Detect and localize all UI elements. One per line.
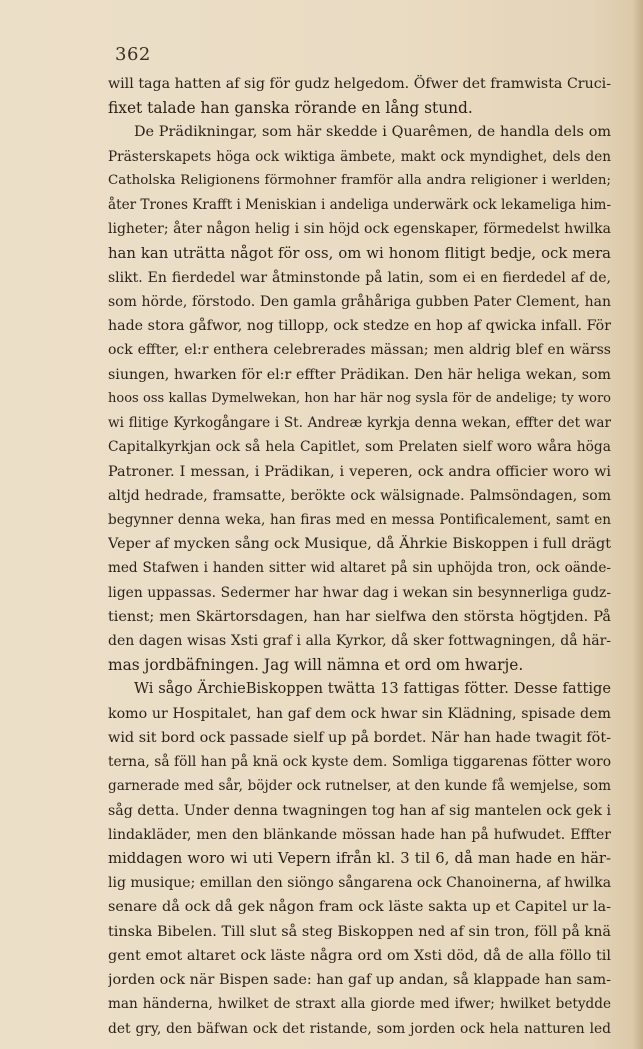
text-line: De Prädikningar, som här skedde i Quarêmen, de handla dels om xyxy=(134,124,611,141)
text-line: wi flitige Kyrkogångare i St. Andreæ kyrkja denna wekan, effter det war xyxy=(108,415,611,432)
text-line: åter Trones Krafft i Meniskian i andeliga underwärk ock lekameliga him- xyxy=(108,197,611,214)
text-line: terna, så föll han på knä ock kyste dem. Somliga tiggarenas fötter woro xyxy=(108,754,611,771)
text-line: tienst; men Skärtorsdagen, han har sielfwa den största högtjden. På xyxy=(108,608,611,625)
text-line: såg detta. Under denna twagningen tog han af sig mantelen ock gek i xyxy=(108,802,611,819)
text-line: Veper af mycken sång ock Musique, då Ährkie Biskoppen i full drägt xyxy=(108,536,611,553)
text-line: mas jordbäfningen. Jag will nämna et ord om hwarje. xyxy=(108,656,524,675)
text-line: jorden ock när Bispen sade: han gaf up andan, så klappade han sam- xyxy=(108,972,611,989)
text-line: man händerna, hwilket de straxt alla giorde med ifwer; hwilket betydde xyxy=(108,996,611,1013)
text-line: ligen uppassas. Sedermer har hwar dag i wekan sin besynnerliga gudz- xyxy=(108,584,611,601)
text-line: tinska Bibelen. Till slut så steg Biskoppen ned af sin tron, föll på knä xyxy=(108,923,611,940)
text-line: lig musique; emillan den siöngo sångarena ock Chanoinerna, af hwilka xyxy=(108,875,611,892)
text-line: komo ur Hospitalet, han gaf dem ock hwar sin Klädning, spisade dem xyxy=(108,705,611,722)
text-line: den dagen wisas Xsti graf i alla Kyrkor, då sker fottwagningen, då här- xyxy=(108,633,611,650)
page-edge-shadow xyxy=(633,0,643,1049)
text-line: Prästerskapets höga ock wiktiga ämbete, makt ock myndighet, dels den xyxy=(108,148,611,165)
text-line: senare då ock då gek någon fram ock läste sakta up et Capitel ur la- xyxy=(108,899,611,916)
text-line: lindakläder, men den blänkande mössan hade han på hufwudet. Effter xyxy=(108,826,611,843)
text-line: middagen woro wi uti Vepern ifrån kl. 3 til 6, då man hade en här- xyxy=(108,850,611,867)
text-line: hoos oss kallas Dymelwekan, hon har här nog sysla för de andelige; ty woro xyxy=(108,390,611,406)
text-line: Wi sågo ÄrchieBiskoppen twätta 13 fattigas fötter. Desse fattige xyxy=(134,680,611,698)
text-line: ligheter; åter någon helig i sin höjd ock egenskaper, förmedelst hwilka xyxy=(108,221,611,238)
text-line: han kan uträtta något för oss, om wi honom flitigt bedje, ock mera xyxy=(108,244,611,262)
text-line: som hörde, förstodo. Den gamla gråhåriga gubben Pater Clement, han xyxy=(108,293,611,310)
text-line: garnerade med sår, böjder ock rutnelser, at den kunde få wemjelse, som xyxy=(108,778,611,795)
text-line: begynner denna weka, han firas med en messa Pontificalement, samt en xyxy=(108,511,611,528)
text-line: fixet talade han ganska rörande en lång stund. xyxy=(108,99,473,118)
text-line: hade stora gåfwor, nog tillopp, ock stedze en hop af qwicka infall. För xyxy=(108,318,611,335)
text-line: wid sit bord ock passade sielf up på bordet. När han hade twagit föt- xyxy=(108,729,611,746)
text-line: slikt. En fierdedel war åtminstonde på latin, som ei en fierdedel af de, xyxy=(108,269,611,286)
page-number: 362 xyxy=(115,44,151,65)
text-line: altjd hedrade, framsatte, berökte ock wälsignade. Palmsöndagen, som xyxy=(108,487,611,504)
text-line: gent emot altaret ock läste några ord om Xsti död, då de alla föllo til xyxy=(108,947,611,964)
text-line: det gry, den bäfwan ock det ristande, som jorden ock hela natturen led xyxy=(108,1020,611,1037)
text-line: Capitalkyrkjan ock så hela Capitlet, som Prelaten sielf woro wåra höga xyxy=(108,439,611,456)
text-line: ock effter, el:r enthera celebrerades mässan; men aldrig blef en wärss xyxy=(108,342,611,359)
text-line: med Stafwen i handen sitter wid altaret på sin uphöjda tron, ock oände- xyxy=(108,560,611,577)
text-line: Patroner. I messan, i Prädikan, i veperen, ock andra officier woro wi xyxy=(108,463,611,480)
text-line: will taga hatten af sig för gudz helgedom. Öfwer det framwista Cruci- xyxy=(108,76,611,92)
text-line: siungen, hwarken för el:r effter Prädikan. Den här heliga wekan, som xyxy=(108,366,611,383)
text-line: Catholska Religionens förmohner framför alla andra religioner i werlden; xyxy=(108,172,611,188)
body-text xyxy=(108,72,611,1041)
